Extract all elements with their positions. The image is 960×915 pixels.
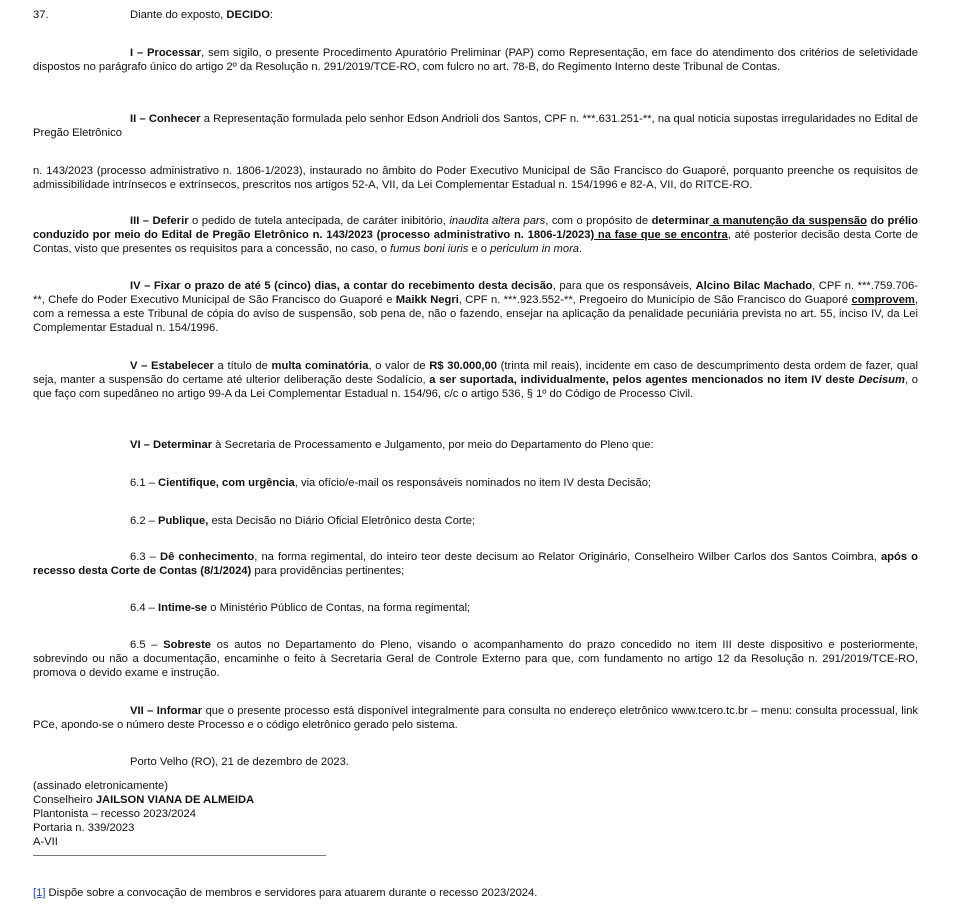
signature-name: Conselheiro JAILSON VIANA DE ALMEIDA bbox=[33, 794, 255, 806]
signature-note: (assinado eletronicamente) bbox=[33, 780, 168, 792]
item-iv-fixar-prazo: IV – Fixar o prazo de até 5 (cinco) dias, a contar do recebimento desta decisão, para que os responsáveis, Alcino Bilac Machado, CPF n. ***.759.706-**, Chefe do Poder Executivo Municipal de São Francisco do Guaporé e Maikk Negri, CPF n. ***.923.552-**, Pregoeiro do Município de São Francisco do Guaporé comprovem, com a remessa a este Tribunal de cópia do aviso de suspensão, sob pena de, não o fazendo, ensejar na aplicação da penalidade pecuniária prevista no art. 55, inciso IV, da Lei Complementar Estadual n. 154/1996. bbox=[33, 280, 918, 334]
item-v-estabelecer: V – Estabelecer a título de multa cominatória, o valor de R$ 30.000,00 (trinta mil reais), incidente em caso de descumprimento desta ordem de fazer, qual seja, manter a suspensão do certame até ulterior deliberação deste Sodalício, a ser suportada, individualmente, pelos agentes mencionados no item IV deste Decisum, o que faço com supedâneo no artigo 99-A da Lei Complementar Estadual n. 154/96, c/c o artigo 536, § 1º do Código de Processo Civil. bbox=[33, 360, 918, 400]
signature-ordinance: Portaria n. 339/2023 bbox=[33, 822, 135, 834]
item-vi-determinar: VI – Determinar à Secretaria de Processamento e Julgamento, por meio do Departamento do Pleno que: bbox=[130, 439, 654, 451]
subitem-6-3: 6.3 – Dê conhecimento, na forma regimental, do inteiro teor deste decisum ao Relator Originário, Conselheiro Wilber Carlos dos Santos Coimbra, após o recesso desta Corte de Contas (8/1/2024) para providências pertinentes; bbox=[33, 551, 918, 577]
signature-block bbox=[33, 779, 918, 849]
subitem-6-5: 6.5 – Sobreste os autos no Departamento do Pleno, visando o acompanhamento do prazo concedido no item III deste dispositivo e posteriormente, sobrevindo ou não a documentação, encaminhe o feito à Secretaria Geral de Controle Externo para que, com fundamento no artigo 12 da Resolução n. 291/2019/TCE-RO, promova o devido exame e instrução. bbox=[33, 639, 918, 679]
footnote: [1] Dispõe sobre a convocação de membros e servidores para atuarem durante o recesso 2023/2024. bbox=[33, 887, 538, 899]
item-vii-informar: VII – Informar que o presente processo está disponível integralmente para consulta no endereço eletrônico www.tcero.tc.br – menu: consulta processual, link PCe, apondo-se o número deste Processo e o código eletrônico gerado pelo sistema. bbox=[33, 705, 919, 731]
footnote-ref-link[interactable]: [1] bbox=[33, 887, 46, 899]
item-i-processar: I – Processar, sem sigilo, o presente Procedimento Apuratório Preliminar (PAP) como Representação, em face do atendimento dos critérios de seletividade dispostos no parágrafo único do artigo 2º da Resolução n. 291/2019/TCE-RO, com fulcro no art. 78-B, do Regimento Interno deste Tribunal de Contas. bbox=[33, 47, 918, 73]
subitem-6-1: 6.1 – Cientifique, com urgência, via ofício/e-mail os responsáveis nominados no item IV desta Decisão; bbox=[130, 477, 652, 489]
item-ii-conhecer: II – Conhecer a Representação formulada pelo senhor Edson Andrioli dos Santos, CPF n. ***.631.251-**, na qual noticia supostas irregularidades no Edital de Pregão Eletrônico bbox=[33, 113, 919, 139]
signature-code: A-VII bbox=[33, 836, 58, 848]
footnote-separator bbox=[33, 855, 326, 856]
subitem-6-4: 6.4 – Intime-se o Ministério Público de Contas, na forma regimental; bbox=[130, 602, 471, 614]
item-ii-continuation: n. 143/2023 (processo administrativo n. 1806-1/2023), instaurado no âmbito do Poder Executivo Municipal de São Francisco do Guaporé, porquanto preenche os requisitos de admissibilidade intrínsecos e extrínsecos, prescritos nos artigos 52-A, VII, da Lei Complementar Estadual n. 154/1996 e 82-A, VII, do RITCE-RO. bbox=[33, 165, 918, 191]
place-date: Porto Velho (RO), 21 de dezembro de 2023. bbox=[130, 756, 349, 768]
paragraph-number: 37. bbox=[33, 9, 49, 21]
subitem-6-2: 6.2 – Publique, esta Decisão no Diário Oficial Eletrônico desta Corte; bbox=[130, 515, 476, 527]
signature-role: Plantonista – recesso 2023/2024 bbox=[33, 808, 196, 820]
item-iii-deferir: III – Deferir o pedido de tutela antecipada, de caráter inibitório, inaudita altera pars, com o propósito de determinar a manutenção da suspensão do prélio conduzido por meio do Edital de Pregão Eletrônico n. 143/2023 (processo administrativo n. 1806-1/2023) na fase que se encontra, até posterior decisão desta Corte de Contas, visto que presentes os requisitos para a concessão, no caso, o fumus boni iuris e o periculum in mora. bbox=[33, 215, 918, 255]
paragraph-37: 37. Diante do exposto, DECIDO: bbox=[33, 9, 274, 21]
